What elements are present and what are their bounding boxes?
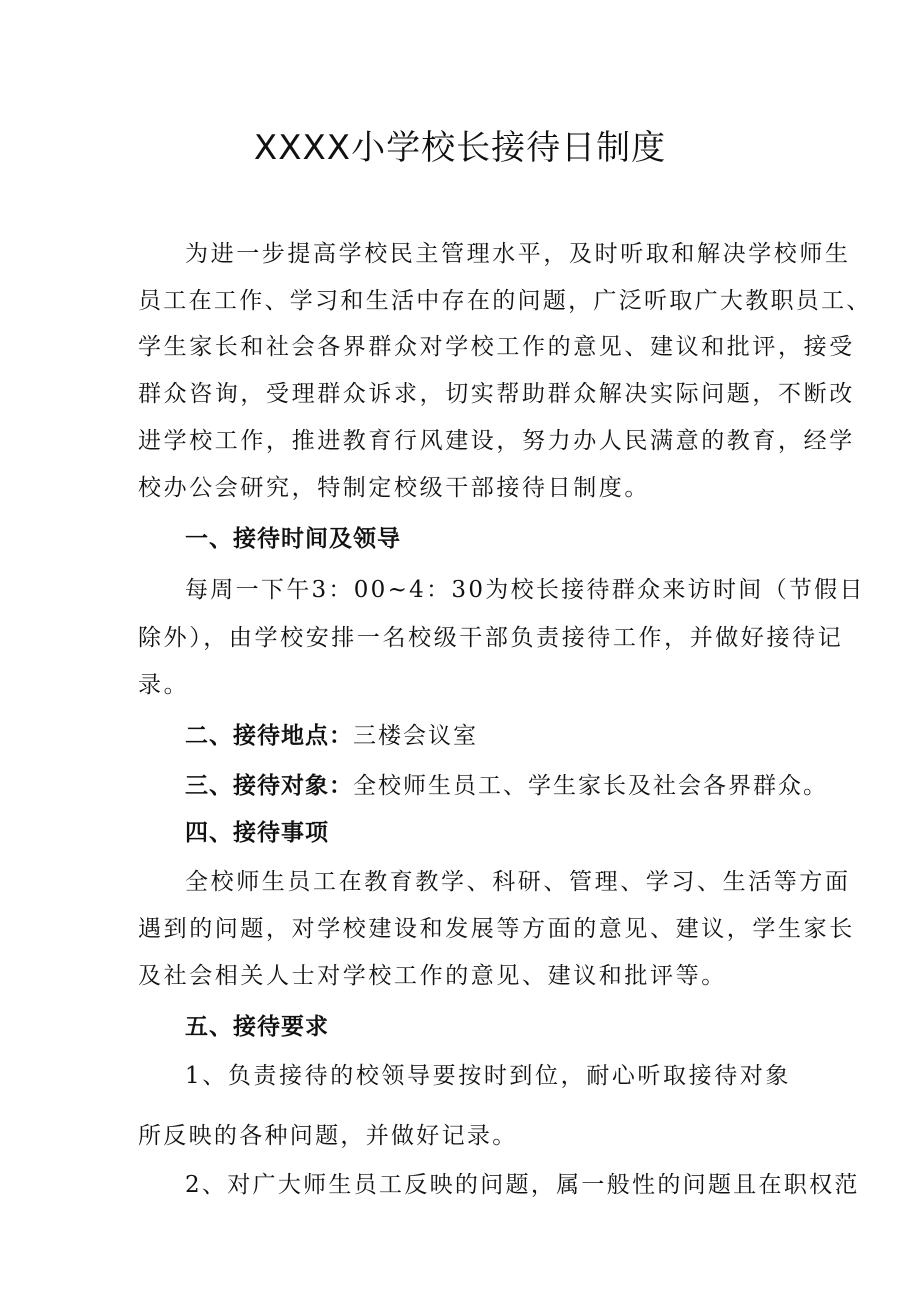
section-line: 每周一下午3：00~4：30为校长接待群众来访时间（节假日 [185, 577, 865, 603]
section-heading: 四、接待事项 [185, 820, 329, 846]
document-title: XXXX小学校长接待日制度 [253, 128, 667, 168]
section-heading: 二、接待地点： [185, 723, 353, 749]
intro-line: 学生家长和社会各界群众对学校工作的意见、建议和批评，接受 [138, 334, 855, 360]
intro-line: 为进一步提高学校民主管理水平，及时听取和解决学校师生 [185, 241, 851, 267]
section-line: 及社会相关人士对学校工作的意见、建议和批评等。 [138, 963, 727, 989]
section-value: 三楼会议室 [353, 723, 478, 749]
section-heading: 五、接待要求 [185, 1014, 329, 1040]
section-heading-row [0, 766, 920, 806]
section-heading: 一、接待时间及领导 [185, 526, 401, 552]
section-line: 录。 [138, 672, 190, 698]
section-value: 全校师生员工、学生家长及社会各界群众。 [353, 773, 828, 799]
intro-line: 群众咨询，受理群众诉求，切实帮助群众解决实际问题，不断改 [138, 381, 855, 407]
section-heading: 三、接待对象： [185, 773, 353, 799]
section-line: 遇到的问题，对学校建设和发展等方面的意见、建议，学生家长 [138, 916, 855, 942]
section-line: 除外），由学校安排一名校级干部负责接待工作，并做好接待记 [138, 625, 844, 651]
intro-line: 校办公会研究，特制定校级干部接待日制度。 [138, 475, 650, 501]
section-heading-row [0, 716, 920, 756]
section-line: 2、对广大师生员工反映的问题，属一般性的问题且在职权范 [185, 1172, 860, 1198]
intro-line: 员工在工作、学习和生活中存在的问题，广泛听取广大教职员工、 [138, 288, 872, 314]
section-line: 所反映的各种问题，并做好记录。 [138, 1123, 518, 1149]
section-line: 全校师生员工在教育教学、科研、管理、学习、生活等方面 [185, 869, 851, 895]
intro-line: 进学校工作，推进教育行风建设，努力办人民满意的教育，经学 [138, 428, 855, 454]
section-line: 1、负责接待的校领导要按时到位，耐心听取接待对象 [185, 1063, 792, 1089]
